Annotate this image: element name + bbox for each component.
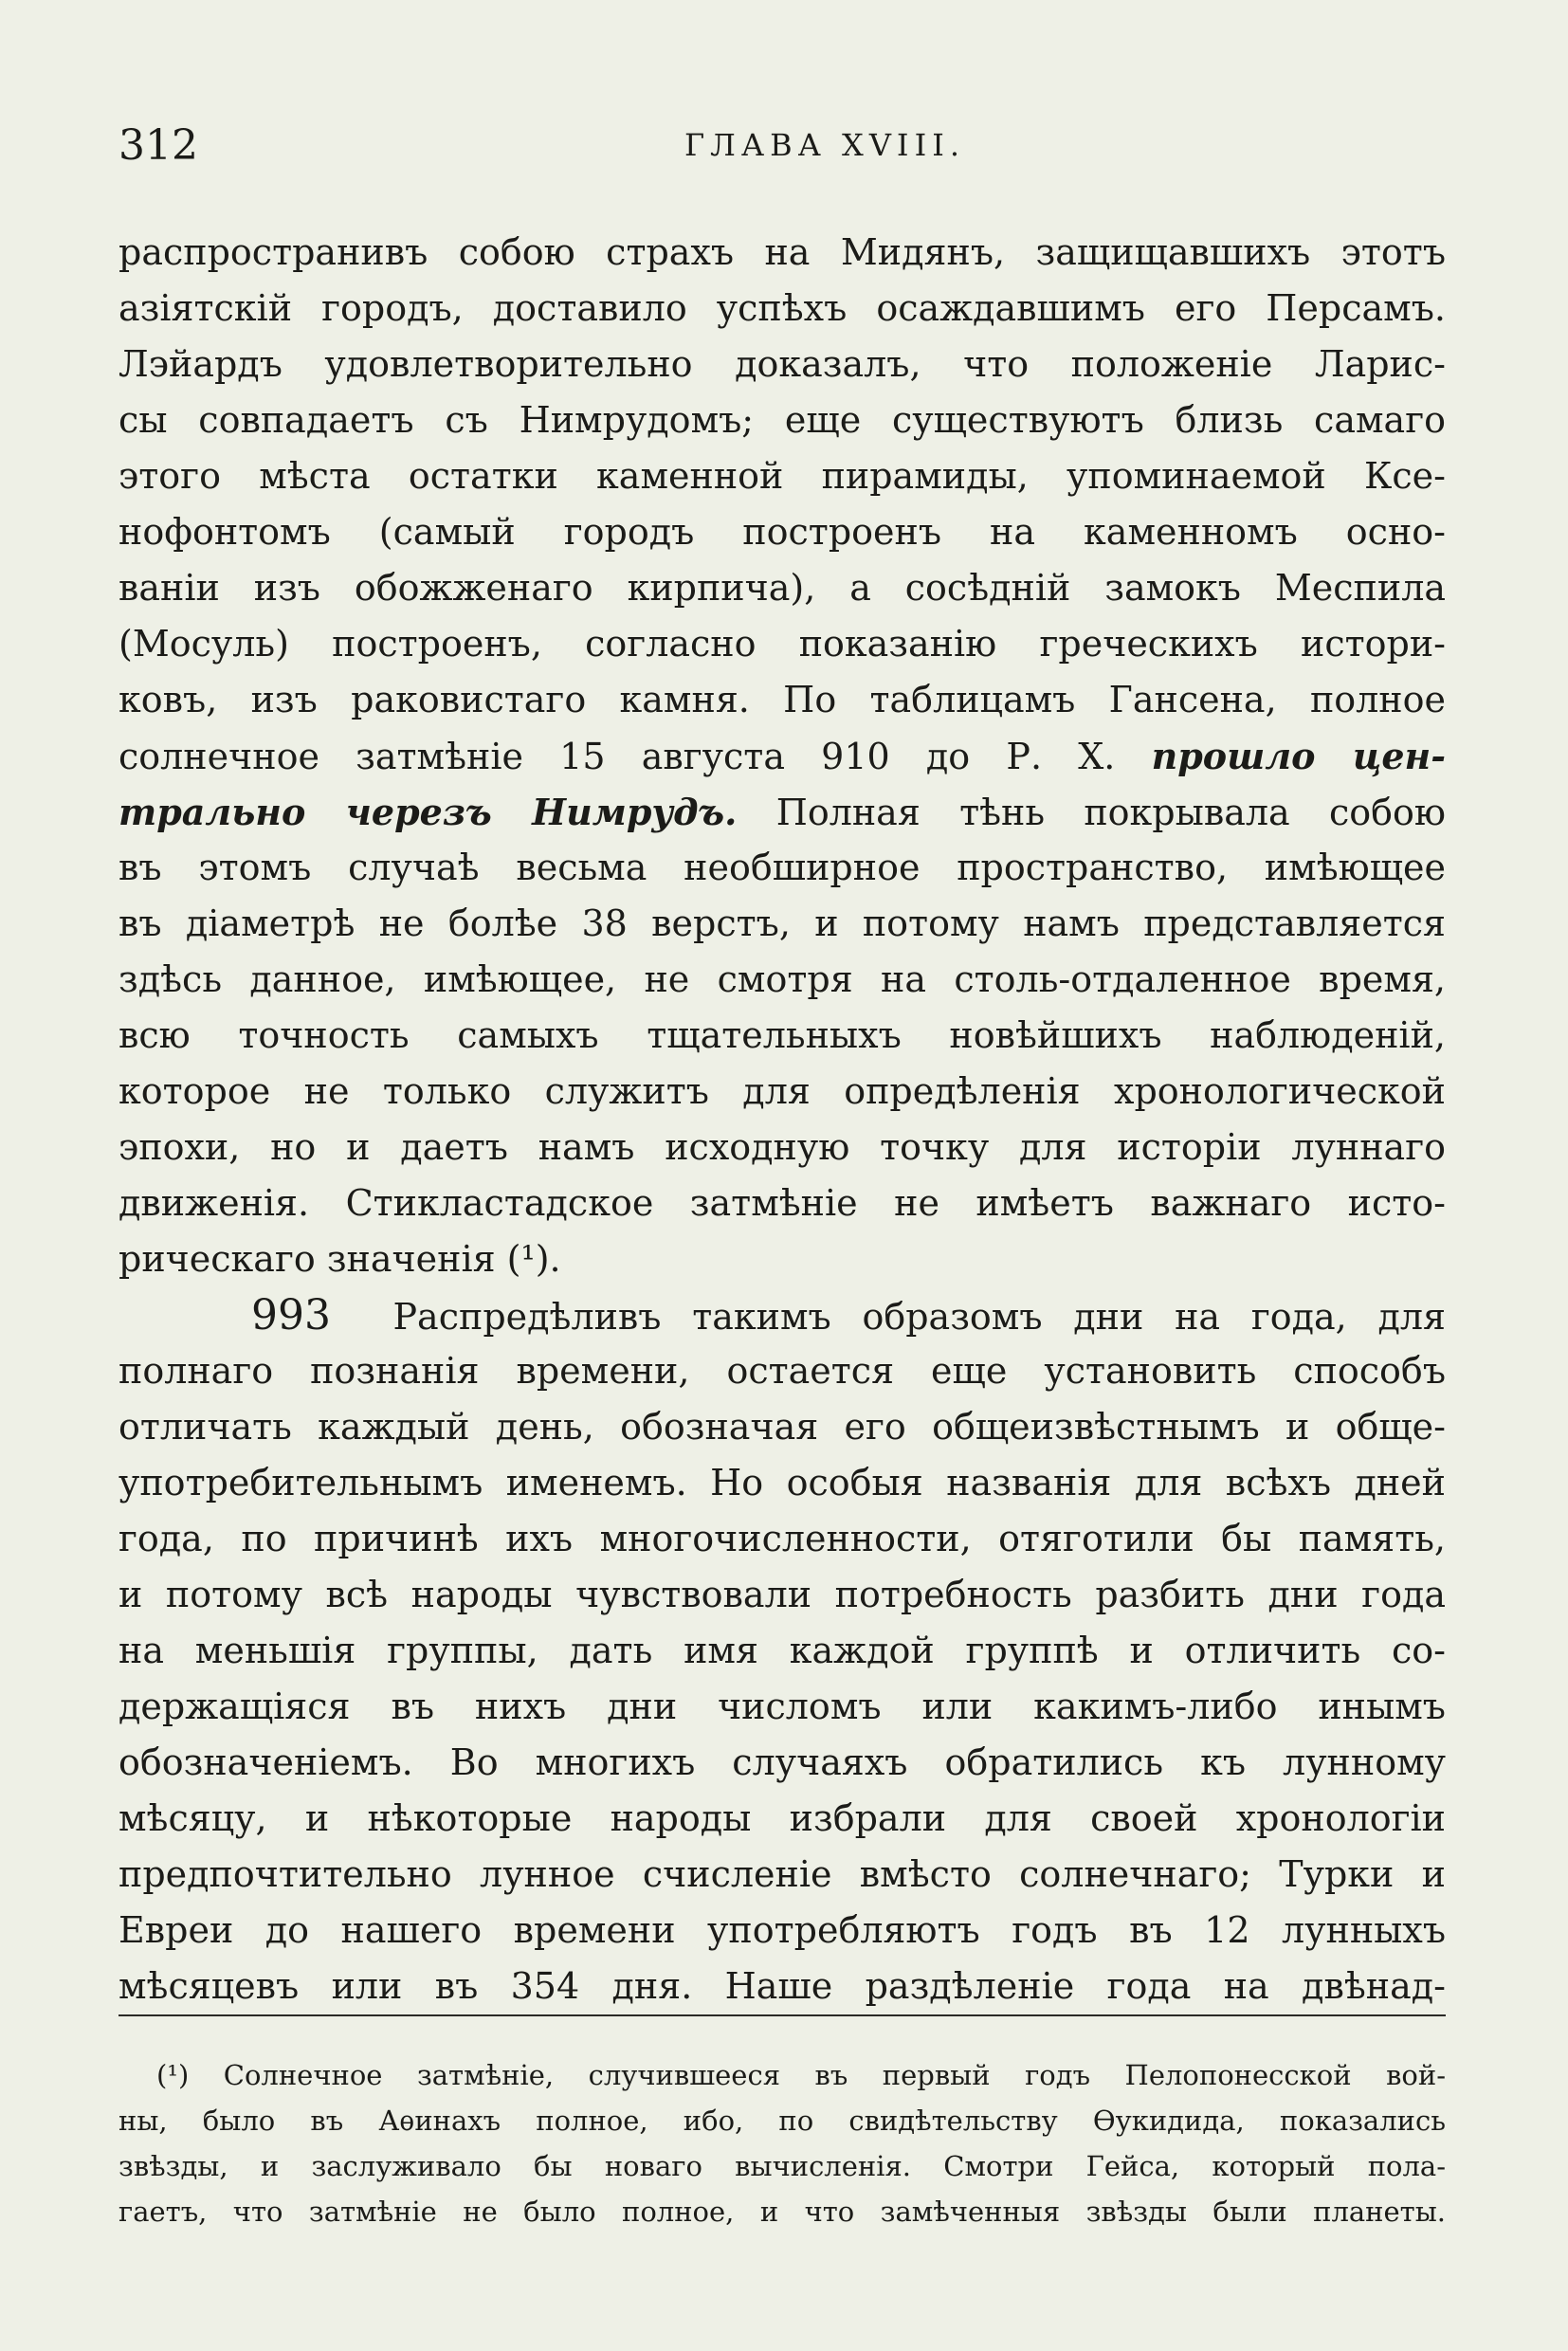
footnote-line: гаетъ, что затмѣніе не было полное, и что замѣченныя звѣзды были планеты. <box>119 2196 1446 2228</box>
text-line: (Мосуль) построенъ, согласно показанію греческихъ истори- <box>119 623 1446 665</box>
text-line: года, по причинѣ ихъ многочисленности, отяготили бы память, <box>119 1518 1446 1559</box>
running-head <box>119 121 1446 178</box>
chapter-title: ГЛАВА XVIII. <box>684 127 966 163</box>
text-line: предпочтительно лунное счисленіе вмѣсто солнечнаго; Турки и <box>119 1853 1446 1895</box>
text-line: и потому всѣ народы чувствовали потребность разбить дни года <box>119 1574 1446 1615</box>
text-line: отличать каждый день, обозначая его общеизвѣстнымъ и обще- <box>119 1406 1446 1448</box>
text-line: рическаго значенія (¹). <box>119 1238 561 1280</box>
text-line: Евреи до нашего времени употребляютъ годъ въ 12 лунныхъ <box>119 1909 1446 1951</box>
text-line: Лэйардъ удовлетворительно доказалъ, что положеніе Ларис- <box>119 343 1446 385</box>
text-line <box>119 728 1446 784</box>
footnote-line: (¹) Солнечное затмѣніе, случившееся въ первый годъ Пелопонесской вой- <box>156 2059 1446 2091</box>
text-line: азіятскій городъ, доставило успѣхъ осаждавшимъ его Персамъ. <box>119 287 1446 329</box>
page-number: 312 <box>119 121 198 170</box>
text-segment: солнечное затмѣніе 15 августа 910 до Р. Х. <box>119 736 1116 777</box>
text-line: всю точность самыхъ тщательныхъ новѣйшихъ наблюденій, <box>119 1014 1446 1056</box>
text-line: которое не только служитъ для опредѣленія хронологической <box>119 1070 1446 1112</box>
text-line: мѣсяцевъ или въ 354 дня. Наше раздѣленіе года на двѣнад- <box>119 1965 1446 2007</box>
text-segment: Полная тѣнь покрывала собою <box>775 792 1446 833</box>
emphasized-text: прошло цен- <box>1151 735 1446 777</box>
text-line: этого мѣста остатки каменной пирамиды, упоминаемой Ксе- <box>119 455 1446 497</box>
text-line: распространивъ собою страхъ на Мидянъ, защищавшихъ этотъ <box>119 231 1446 273</box>
text-line: сы совпадаетъ съ Нимрудомъ; еще существуютъ близь самаго <box>119 399 1446 441</box>
text-line: движенія. Стикластадское затмѣніе не имѣетъ важнаго исто- <box>119 1182 1446 1224</box>
text-line: здѣсь данное, имѣющее, не смотря на столь-отдаленное время, <box>119 958 1446 1000</box>
text-line: эпохи, но и даетъ намъ исходную точку для исторіи луннаго <box>119 1126 1446 1168</box>
text-line: ваніи изъ обожженаго кирпича), а сосѣдній замокъ Меспила <box>119 567 1446 609</box>
footnote <box>119 2052 1446 2234</box>
text-line <box>119 784 1446 840</box>
footnote-line: ны, было въ Аѳинахъ полное, ибо, по свидѣтельству Ѳукидида, показались <box>119 2105 1446 2137</box>
text-line: на меньшія группы, дать имя каждой группѣ и отличить со- <box>119 1630 1446 1671</box>
emphasized-text: трально черезъ Нимрудъ. <box>119 791 738 833</box>
footnote-line: звѣзды, и заслуживало бы новаго вычисленія. Смотри Гейса, который пола- <box>119 2150 1446 2182</box>
text-line: мѣсяцу, и нѣкоторые народы избрали для своей хронологіи <box>119 1797 1446 1839</box>
text-line: держащіяся въ нихъ дни числомъ или какимъ-либо инымъ <box>119 1686 1446 1727</box>
text-line: употребительнымъ именемъ. Но особыя названія для всѣхъ дней <box>119 1462 1446 1504</box>
body-text <box>119 225 1446 2014</box>
footnote-separator <box>119 2014 1446 2016</box>
text-line: нофонтомъ (самый городъ построенъ на каменномъ осно- <box>119 511 1446 553</box>
text-line: обозначеніемъ. Во многихъ случаяхъ обратились къ лунному <box>119 1741 1446 1783</box>
section-first-line <box>119 1287 1446 1343</box>
text-line: въ діаметрѣ не болѣе 38 верстъ, и потому намъ представляется <box>119 902 1446 944</box>
text-line: полнаго познанія времени, остается еще установить способъ <box>119 1350 1446 1392</box>
section-number: 993 <box>251 1291 331 1340</box>
text-line: въ этомъ случаѣ весьма необширное пространство, имѣющее <box>119 847 1446 888</box>
text-line: ковъ, изъ раковистаго камня. По таблицамъ Гансена, полное <box>119 679 1446 720</box>
text-segment: Распредѣливъ такимъ образомъ дни на года, для <box>392 1296 1446 1338</box>
